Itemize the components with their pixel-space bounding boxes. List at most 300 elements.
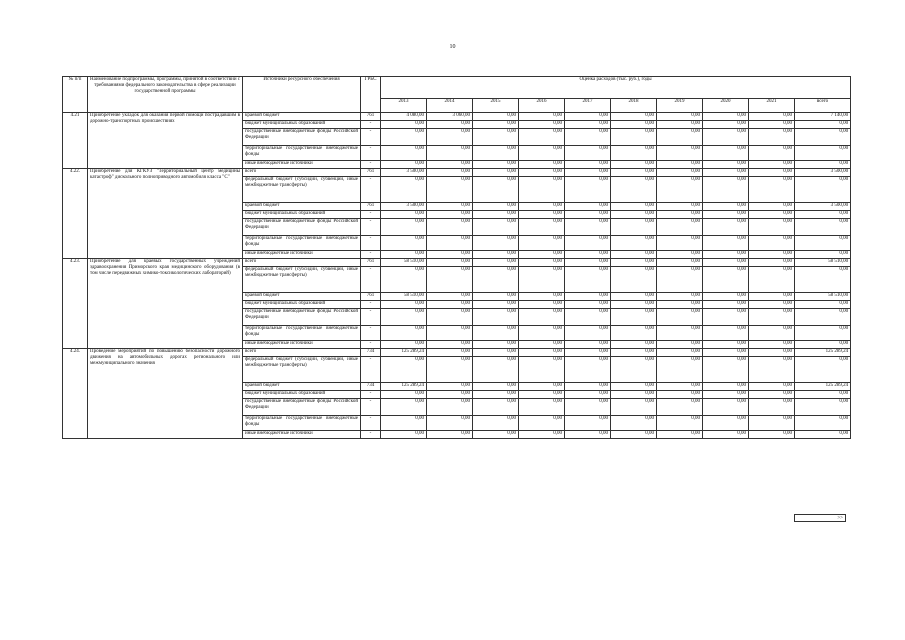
- year-value: 0,00: [473, 309, 519, 326]
- year-value: 0,00: [657, 219, 703, 236]
- header-year: 2014: [427, 99, 473, 113]
- year-value: 0,00: [427, 293, 473, 301]
- program-description: Проведение мероприятий по повышению безопасности дорожного движения на автомобильных дорогах регионального или межмуниципального значения: [88, 349, 243, 439]
- year-value: 0,00: [473, 146, 519, 161]
- year-value: 0,00: [703, 349, 749, 357]
- year-value: 0,00: [473, 203, 519, 211]
- year-value: 0,00: [749, 416, 795, 431]
- year-value: 0,00: [657, 391, 703, 399]
- year-value: 0,00: [749, 177, 795, 203]
- year-value: 0,00: [611, 219, 657, 236]
- program-description: Приобретение укладок для оказания первой помощи пострадавшим в дорожно-транспортных происшествиях: [88, 113, 243, 169]
- year-value: 0,00: [749, 391, 795, 399]
- table-body: [63, 113, 851, 439]
- total-value: 0,00: [795, 177, 851, 203]
- grbs-code: -: [361, 391, 381, 399]
- funding-source: территориальные государственные внебюджетные фонды: [243, 236, 361, 251]
- grbs-code: -: [361, 301, 381, 309]
- year-value: 0,00: [703, 326, 749, 341]
- year-value: 125 289,24: [381, 383, 427, 391]
- year-value: 0,00: [565, 349, 611, 357]
- year-value: 0,00: [703, 341, 749, 349]
- year-value: 0,00: [657, 169, 703, 177]
- year-value: 0,00: [565, 416, 611, 431]
- year-value: 0,00: [519, 161, 565, 169]
- grbs-code: -: [361, 177, 381, 203]
- year-value: 0,00: [703, 236, 749, 251]
- funding-source: бюджет муниципальных образований: [243, 391, 361, 399]
- table-row: [63, 259, 851, 267]
- budget-table: [62, 76, 851, 439]
- year-value: 0,00: [703, 357, 749, 383]
- year-value: 0,00: [427, 146, 473, 161]
- year-value: 0,00: [703, 219, 749, 236]
- year-value: 0,00: [427, 129, 473, 146]
- funding-source: федеральный бюджет (субсидии, субвенции, иные межбюджетные трансферты): [243, 267, 361, 293]
- year-value: 0,00: [473, 383, 519, 391]
- year-value: 0,00: [611, 383, 657, 391]
- year-value: 0,00: [427, 357, 473, 383]
- year-value: 0,00: [703, 177, 749, 203]
- year-value: 0,00: [565, 391, 611, 399]
- row-number: 4.21: [63, 113, 88, 169]
- grbs-code: -: [361, 416, 381, 431]
- funding-source: краевой бюджет: [243, 113, 361, 121]
- year-value: 0,00: [749, 121, 795, 129]
- year-value: 0,00: [427, 416, 473, 431]
- year-value: 0,00: [703, 416, 749, 431]
- year-value: 0,00: [427, 399, 473, 416]
- year-value: 0,00: [703, 309, 749, 326]
- year-value: 0,00: [427, 211, 473, 219]
- year-value: 0,00: [565, 431, 611, 439]
- year-value: 0,00: [657, 309, 703, 326]
- year-value: 0,00: [473, 219, 519, 236]
- year-value: 0,00: [657, 349, 703, 357]
- year-value: 0,00: [381, 326, 427, 341]
- year-value: 0,00: [565, 219, 611, 236]
- grbs-code: 761: [361, 113, 381, 121]
- total-value: 58 510,00: [795, 293, 851, 301]
- year-value: 0,00: [611, 391, 657, 399]
- year-value: 0,00: [519, 399, 565, 416]
- year-value: 0,00: [427, 267, 473, 293]
- year-value: 0,00: [519, 341, 565, 349]
- funding-source: бюджет муниципальных образований: [243, 301, 361, 309]
- year-value: 0,00: [473, 431, 519, 439]
- year-value: 0,00: [565, 326, 611, 341]
- total-value: 3 500,00: [795, 169, 851, 177]
- total-value: 0,00: [795, 121, 851, 129]
- total-value: 3 500,00: [795, 203, 851, 211]
- header-estimate: Оценка расходов (тыс. руб.), годы: [381, 77, 851, 99]
- year-value: 3 500,00: [381, 203, 427, 211]
- year-value: 0,00: [657, 301, 703, 309]
- year-value: 0,00: [381, 357, 427, 383]
- funding-source: федеральный бюджет (субсидии, субвенции, иные межбюджетные трансферты): [243, 177, 361, 203]
- year-value: 0,00: [519, 236, 565, 251]
- year-value: 0,00: [565, 203, 611, 211]
- funding-source: иные внебюджетные источники: [243, 251, 361, 259]
- funding-source: государственные внебюджетные фонды Российской Федерации: [243, 309, 361, 326]
- grbs-code: -: [361, 326, 381, 341]
- year-value: 0,00: [657, 259, 703, 267]
- total-value: 0,00: [795, 309, 851, 326]
- grbs-code: -: [361, 236, 381, 251]
- year-value: 0,00: [657, 236, 703, 251]
- table-row: [63, 349, 851, 357]
- year-value: 0,00: [519, 267, 565, 293]
- funding-source: всего: [243, 169, 361, 177]
- year-value: 0,00: [519, 113, 565, 121]
- year-value: 0,00: [381, 309, 427, 326]
- header-source: Источники ресурсного обеспечения: [243, 77, 361, 113]
- year-value: 0,00: [611, 121, 657, 129]
- year-value: 0,00: [427, 326, 473, 341]
- total-value: 0,00: [795, 129, 851, 146]
- year-value: 0,00: [703, 203, 749, 211]
- year-value: 0,00: [657, 326, 703, 341]
- year-value: 0,00: [749, 219, 795, 236]
- year-value: 0,00: [611, 301, 657, 309]
- year-value: 0,00: [611, 341, 657, 349]
- year-value: 0,00: [519, 293, 565, 301]
- year-value: 0,00: [519, 203, 565, 211]
- total-value: 0,00: [795, 341, 851, 349]
- year-value: 0,00: [473, 399, 519, 416]
- year-value: 0,00: [565, 169, 611, 177]
- funding-source: краевой бюджет: [243, 383, 361, 391]
- year-value: 0,00: [749, 236, 795, 251]
- total-value: 0,00: [795, 211, 851, 219]
- year-value: 0,00: [703, 301, 749, 309]
- year-value: 0,00: [473, 391, 519, 399]
- year-value: 0,00: [703, 383, 749, 391]
- funding-source: краевой бюджет: [243, 203, 361, 211]
- year-value: 0,00: [473, 357, 519, 383]
- year-value: 0,00: [703, 431, 749, 439]
- year-value: 0,00: [565, 267, 611, 293]
- year-value: 0,00: [519, 211, 565, 219]
- year-value: 0,00: [519, 169, 565, 177]
- year-value: 0,00: [565, 301, 611, 309]
- year-value: 0,00: [381, 391, 427, 399]
- year-value: 0,00: [657, 431, 703, 439]
- funding-source: иные внебюджетные источники: [243, 161, 361, 169]
- year-value: 0,00: [381, 341, 427, 349]
- year-value: 0,00: [611, 349, 657, 357]
- year-value: 0,00: [749, 399, 795, 416]
- year-value: 0,00: [381, 301, 427, 309]
- funding-source: федеральный бюджет (субсидии, субвенции, иные межбюджетные трансферты): [243, 357, 361, 383]
- year-value: 0,00: [749, 161, 795, 169]
- year-value: 0,00: [427, 236, 473, 251]
- total-value: 7 140,00: [795, 113, 851, 121]
- row-number: 4.24.: [63, 349, 88, 439]
- year-value: 0,00: [519, 357, 565, 383]
- year-value: 0,00: [565, 146, 611, 161]
- year-value: 0,00: [427, 341, 473, 349]
- year-value: 0,00: [473, 211, 519, 219]
- year-value: 0,00: [565, 161, 611, 169]
- year-value: 0,00: [749, 341, 795, 349]
- year-value: 0,00: [381, 399, 427, 416]
- footer-box: >>: [794, 514, 846, 522]
- header-year: 2021: [749, 99, 795, 113]
- year-value: 0,00: [611, 161, 657, 169]
- year-value: 0,00: [427, 349, 473, 357]
- year-value: 0,00: [749, 383, 795, 391]
- header-year: 2019: [657, 99, 703, 113]
- year-value: 0,00: [381, 121, 427, 129]
- year-value: 0,00: [473, 169, 519, 177]
- funding-source: иные внебюджетные источники: [243, 341, 361, 349]
- total-value: 0,00: [795, 357, 851, 383]
- year-value: 0,00: [749, 309, 795, 326]
- year-value: 0,00: [611, 251, 657, 259]
- year-value: 0,00: [611, 357, 657, 383]
- year-value: 0,00: [519, 391, 565, 399]
- year-value: 0,00: [611, 146, 657, 161]
- year-value: 0,00: [473, 326, 519, 341]
- year-value: 58 510,00: [381, 293, 427, 301]
- year-value: 0,00: [703, 293, 749, 301]
- grbs-code: -: [361, 121, 381, 129]
- grbs-code: -: [361, 431, 381, 439]
- year-value: 0,00: [749, 129, 795, 146]
- year-value: 0,00: [657, 203, 703, 211]
- year-value: 0,00: [703, 161, 749, 169]
- year-value: 0,00: [565, 129, 611, 146]
- funding-source: государственные внебюджетные фонды Российской Федерации: [243, 219, 361, 236]
- year-value: 0,00: [611, 236, 657, 251]
- year-value: 0,00: [611, 113, 657, 121]
- grbs-code: 761: [361, 203, 381, 211]
- year-value: 0,00: [565, 341, 611, 349]
- grbs-code: 734: [361, 383, 381, 391]
- year-value: 0,00: [473, 129, 519, 146]
- year-value: 0,00: [703, 113, 749, 121]
- year-value: 0,00: [427, 161, 473, 169]
- header-year: 2017: [565, 99, 611, 113]
- year-value: 0,00: [427, 251, 473, 259]
- grbs-code: 761: [361, 293, 381, 301]
- grbs-code: 734: [361, 349, 381, 357]
- year-value: 0,00: [611, 431, 657, 439]
- funding-source: бюджет муниципальных образований: [243, 211, 361, 219]
- year-value: 0,00: [657, 251, 703, 259]
- year-value: 0,00: [749, 211, 795, 219]
- year-value: 0,00: [703, 251, 749, 259]
- year-value: 0,00: [703, 259, 749, 267]
- year-value: 0,00: [381, 177, 427, 203]
- year-value: 0,00: [519, 301, 565, 309]
- year-value: 0,00: [381, 416, 427, 431]
- total-value: 0,00: [795, 251, 851, 259]
- year-value: 0,00: [427, 383, 473, 391]
- year-value: 0,00: [703, 121, 749, 129]
- year-value: 0,00: [611, 293, 657, 301]
- total-value: 0,00: [795, 416, 851, 431]
- header-grbs: ГРБС: [361, 77, 381, 113]
- year-value: 0,00: [657, 177, 703, 203]
- row-number: 4.23.: [63, 259, 88, 349]
- grbs-code: -: [361, 251, 381, 259]
- year-value: 0,00: [381, 161, 427, 169]
- program-description: Приобретение для краевых государственных учреждений здравоохранения Приморского края медицинского оборудования (в том числе передвижных химико-токсикологических лабораторий): [88, 259, 243, 349]
- total-value: 0,00: [795, 161, 851, 169]
- year-value: 4 080,00: [381, 113, 427, 121]
- total-value: 125 289,24: [795, 383, 851, 391]
- year-value: 0,00: [427, 309, 473, 326]
- year-value: 0,00: [611, 399, 657, 416]
- year-value: 0,00: [611, 259, 657, 267]
- year-value: 0,00: [565, 293, 611, 301]
- year-value: 0,00: [657, 129, 703, 146]
- header-year: 2016: [519, 99, 565, 113]
- funding-source: бюджет муниципальных образований: [243, 121, 361, 129]
- year-value: 0,00: [427, 219, 473, 236]
- year-value: 0,00: [427, 391, 473, 399]
- header-year: 2020: [703, 99, 749, 113]
- year-value: 0,00: [473, 177, 519, 203]
- grbs-code: -: [361, 341, 381, 349]
- table-row: [63, 169, 851, 177]
- year-value: 0,00: [519, 251, 565, 259]
- funding-source: территориальные государственные внебюджетные фонды: [243, 146, 361, 161]
- total-value: 125 289,24: [795, 349, 851, 357]
- year-value: 0,00: [749, 203, 795, 211]
- total-value: 0,00: [795, 267, 851, 293]
- year-value: 0,00: [473, 251, 519, 259]
- year-value: 0,00: [381, 129, 427, 146]
- year-value: 0,00: [749, 259, 795, 267]
- year-value: 0,00: [427, 169, 473, 177]
- year-value: 125 289,24: [381, 349, 427, 357]
- header-year: 2018: [611, 99, 657, 113]
- year-value: 0,00: [703, 267, 749, 293]
- funding-source: всего: [243, 259, 361, 267]
- year-value: 0,00: [703, 391, 749, 399]
- year-value: 0,00: [611, 129, 657, 146]
- year-value: 0,00: [565, 383, 611, 391]
- year-value: 0,00: [381, 236, 427, 251]
- year-value: 0,00: [565, 211, 611, 219]
- header-no: № п/п: [63, 77, 88, 113]
- year-value: 0,00: [749, 267, 795, 293]
- year-value: 0,00: [657, 161, 703, 169]
- year-value: 0,00: [565, 357, 611, 383]
- funding-source: государственные внебюджетные фонды Российской Федерации: [243, 399, 361, 416]
- year-value: 0,00: [381, 251, 427, 259]
- total-value: 0,00: [795, 391, 851, 399]
- year-value: 0,00: [519, 309, 565, 326]
- year-value: 0,00: [519, 416, 565, 431]
- funding-source: краевой бюджет: [243, 293, 361, 301]
- year-value: 0,00: [657, 293, 703, 301]
- funding-source: территориальные государственные внебюджетные фонды: [243, 326, 361, 341]
- funding-source: территориальные государственные внебюджетные фонды: [243, 416, 361, 431]
- year-value: 0,00: [565, 177, 611, 203]
- grbs-code: -: [361, 399, 381, 416]
- year-value: 0,00: [473, 416, 519, 431]
- year-value: 0,00: [519, 219, 565, 236]
- year-value: 0,00: [473, 259, 519, 267]
- year-value: 0,00: [565, 399, 611, 416]
- grbs-code: 761: [361, 259, 381, 267]
- year-value: 0,00: [611, 267, 657, 293]
- year-value: 0,00: [381, 219, 427, 236]
- year-value: 0,00: [611, 169, 657, 177]
- header-year: 2013: [381, 99, 427, 113]
- year-value: 0,00: [565, 236, 611, 251]
- year-value: 0,00: [519, 431, 565, 439]
- header-year: 2015: [473, 99, 519, 113]
- year-value: 0,00: [611, 211, 657, 219]
- total-value: 0,00: [795, 431, 851, 439]
- year-value: 3 500,00: [381, 169, 427, 177]
- year-value: 3 060,00: [427, 113, 473, 121]
- year-value: 0,00: [427, 259, 473, 267]
- year-value: 0,00: [565, 309, 611, 326]
- year-value: 0,00: [703, 129, 749, 146]
- year-value: 0,00: [657, 383, 703, 391]
- year-value: 0,00: [749, 349, 795, 357]
- grbs-code: -: [361, 309, 381, 326]
- grbs-code: -: [361, 267, 381, 293]
- grbs-code: -: [361, 219, 381, 236]
- page-number: 10: [449, 44, 456, 50]
- year-value: 0,00: [427, 121, 473, 129]
- year-value: 0,00: [749, 357, 795, 383]
- grbs-code: -: [361, 129, 381, 146]
- year-value: 0,00: [703, 399, 749, 416]
- year-value: 0,00: [473, 301, 519, 309]
- year-value: 0,00: [749, 251, 795, 259]
- grbs-code: -: [361, 161, 381, 169]
- grbs-code: -: [361, 146, 381, 161]
- year-value: 0,00: [473, 349, 519, 357]
- year-value: 58 510,00: [381, 259, 427, 267]
- grbs-code: -: [361, 357, 381, 383]
- year-value: 0,00: [749, 301, 795, 309]
- year-value: 0,00: [703, 146, 749, 161]
- year-value: 0,00: [473, 236, 519, 251]
- year-value: 0,00: [519, 383, 565, 391]
- funding-source: государственные внебюджетные фонды Российской Федерации: [243, 129, 361, 146]
- grbs-code: -: [361, 211, 381, 219]
- total-value: 0,00: [795, 236, 851, 251]
- year-value: 0,00: [519, 349, 565, 357]
- year-value: 0,00: [657, 113, 703, 121]
- year-value: 0,00: [473, 161, 519, 169]
- year-value: 0,00: [749, 293, 795, 301]
- year-value: 0,00: [381, 211, 427, 219]
- year-value: 0,00: [381, 267, 427, 293]
- year-value: 0,00: [519, 326, 565, 341]
- year-value: 0,00: [473, 121, 519, 129]
- year-value: 0,00: [519, 121, 565, 129]
- year-value: 0,00: [565, 121, 611, 129]
- funding-source: всего: [243, 349, 361, 357]
- year-value: 0,00: [611, 309, 657, 326]
- year-value: 0,00: [749, 146, 795, 161]
- year-value: 0,00: [657, 416, 703, 431]
- total-value: 0,00: [795, 301, 851, 309]
- year-value: 0,00: [703, 169, 749, 177]
- year-value: 0,00: [519, 129, 565, 146]
- header-name: Наименование подпрограммы, программы, принятой в соответствии с требованиями федерального законодательства в сфере реализации государственной программы: [88, 77, 243, 113]
